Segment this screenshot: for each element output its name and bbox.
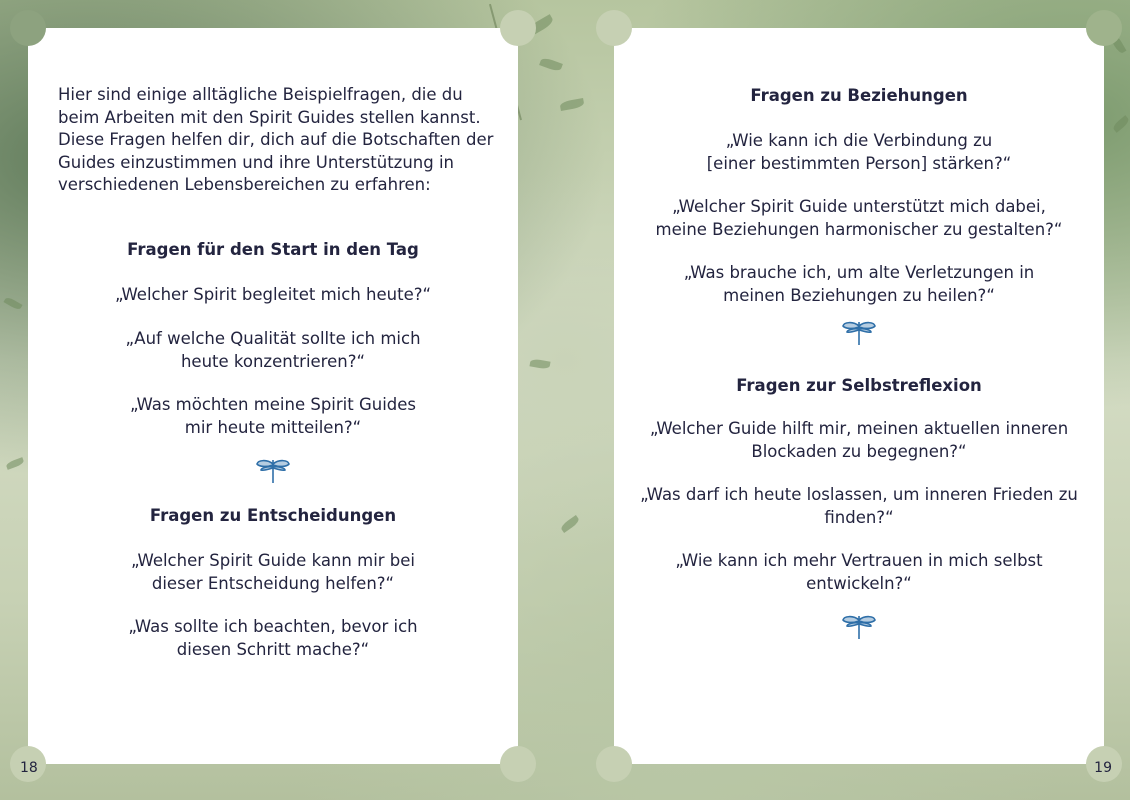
section-heading-decisions: Fragen zu Entscheidungen	[149, 506, 397, 525]
question-text: „Welcher Spirit begleitet mich heute?“	[114, 285, 432, 304]
page-number-left: 18	[20, 760, 38, 776]
section-heading-start-day: Fragen für den Start in den Tag	[127, 240, 419, 259]
question-text: „Wie kann ich die Verbindung zu [einer bestimmten Person] stärken?“	[706, 131, 1012, 173]
right-page-card	[614, 28, 1104, 764]
question-text: „Welcher Spirit Guide kann mir bei dieser Entscheidung helfen?“	[130, 551, 416, 593]
left-page-card	[28, 28, 518, 764]
question-text: „Wie kann ich mehr Vertrauen in mich selbst entwickeln?“	[675, 551, 1043, 593]
question-text: „Welcher Guide hilft mir, meinen aktuellen inneren Blockaden zu begegnen?“	[649, 419, 1069, 461]
page-number-right: 19	[1094, 760, 1112, 776]
question-text: „Auf welche Qualität sollte ich mich heute konzentrieren?“	[125, 329, 421, 371]
question-text: „Was brauche ich, um alte Verletzungen in meinen Beziehungen zu heilen?“	[683, 263, 1035, 305]
dragonfly-icon	[841, 612, 877, 640]
question-text: „Was sollte ich beachten, bevor ich diesen Schritt mache?“	[128, 617, 418, 659]
intro-paragraph: Hier sind einige alltägliche Beispielfragen, die du beim Arbeiten mit den Spirit Guides stellen kannst. Diese Fragen helfen dir, dich auf die Botschaften der Guides einzustimmen und ihre Unterstützung in verschiedenen Lebensbereichen zu erfahren:	[58, 85, 494, 194]
dragonfly-icon	[841, 318, 877, 346]
section-heading-relationships: Fragen zu Beziehungen	[750, 86, 968, 105]
question-text: „Welcher Spirit Guide unterstützt mich dabei, meine Beziehungen harmonischer zu gestalten?“	[655, 197, 1063, 239]
section-heading-self-reflection: Fragen zur Selbstreflexion	[736, 376, 982, 395]
dragonfly-icon	[255, 456, 291, 484]
question-text: „Was möchten meine Spirit Guides mir heute mitteilen?“	[129, 395, 417, 437]
question-text: „Was darf ich heute loslassen, um inneren Frieden zu finden?“	[640, 485, 1078, 527]
